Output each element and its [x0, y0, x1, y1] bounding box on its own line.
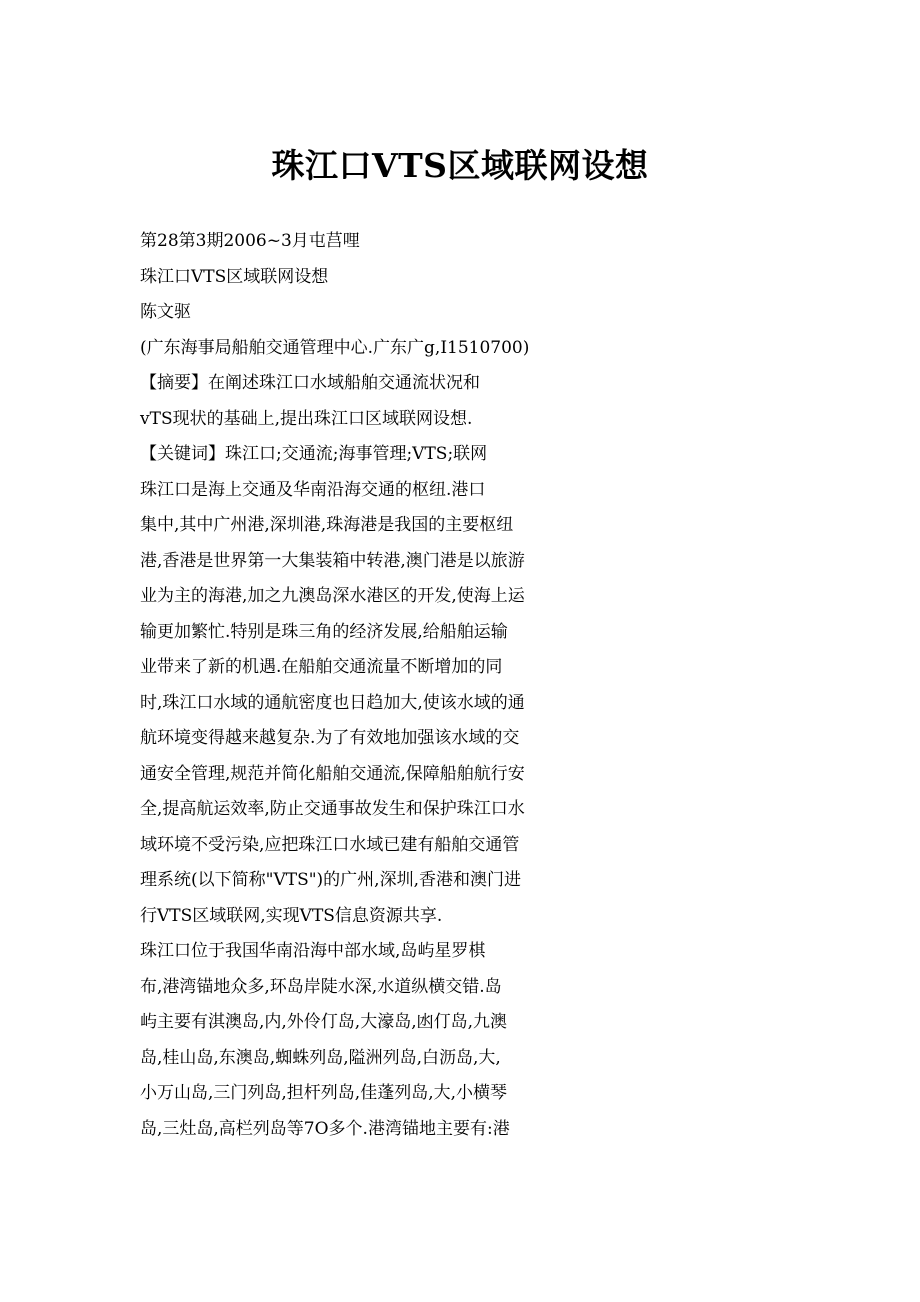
text-line: (广东海事局船舶交通管理中心.广东广g,I1510700): [140, 337, 530, 358]
text-line: 通安全管理,规范并简化船舶交通流,保障船舶航行安: [140, 763, 525, 784]
text-line: 全,提高航运效率,防止交通事故发生和保护珠江口水: [140, 799, 525, 819]
text-line: 航环境变得越来越复杂.为了有效地加强该水域的交: [140, 728, 520, 748]
text-line: 域环境不受污染,应把珠江口水域已建有船舶交通管: [140, 834, 520, 855]
text-line: 【关键词】珠江口;交通流;海事管理;VTS;联网: [140, 444, 488, 464]
text-line: 业为主的海港,加之九澳岛深水港区的开发,使海上运: [140, 586, 525, 606]
text-line: 【摘要】在阐述珠江口水域船舶交通流状况和: [140, 373, 480, 393]
text-line: 屿主要有淇澳岛,内,外伶仃岛,大濠岛,凼仃岛,九澳: [140, 1012, 508, 1032]
text-line: 珠江口是海上交通及华南沿海交通的枢纽.港口: [140, 479, 486, 500]
document-title: 珠江口VTS区域联网设想: [271, 146, 649, 185]
text-line: 珠江口位于我国华南沿海中部水域,岛屿星罗棋: [140, 941, 486, 961]
text-line: 陈文驱: [140, 302, 191, 322]
text-line: 行VTS区域联网,实现VTS信息资源共享.: [140, 905, 443, 926]
text-line: 布,港湾锚地众多,环岛岸陡水深,水道纵横交错.岛: [140, 976, 502, 997]
text-line: 岛,三灶岛,高栏列岛等7O多个.港湾锚地主要有:港: [140, 1118, 510, 1139]
text-line: 输更加繁忙.特别是珠三角的经济发展,给船舶运输: [140, 621, 508, 642]
text-line: 理系统(以下简称"VTS")的广州,深圳,香港和澳门进: [140, 870, 521, 890]
text-line: 业带来了新的机遇.在船舶交通流量不断增加的同: [140, 657, 503, 677]
text-line: 集中,其中广州港,深圳港,珠海港是我国的主要枢纽: [140, 515, 514, 535]
text-line: 第28第3期2006~3月屯莒哩: [140, 231, 360, 251]
text-line: vTS现状的基础上,提出珠江口区域联网设想.: [140, 408, 473, 429]
text-line: 时,珠江口水域的通航密度也日趋加大,使该水域的通: [140, 692, 525, 713]
text-line: 港,香港是世界第一大集装箱中转港,澳门港是以旅游: [140, 550, 525, 571]
text-line: 小万山岛,三门列岛,担杆列岛,佳蓬列岛,大,小横琴: [140, 1083, 508, 1103]
text-line: 岛,桂山岛,东澳岛,蜘蛛列岛,隘洲列岛,白沥岛,大,: [140, 1047, 501, 1068]
document-body: [140, 224, 580, 1147]
text-line: 珠江口VTS区域联网设想: [140, 266, 329, 287]
